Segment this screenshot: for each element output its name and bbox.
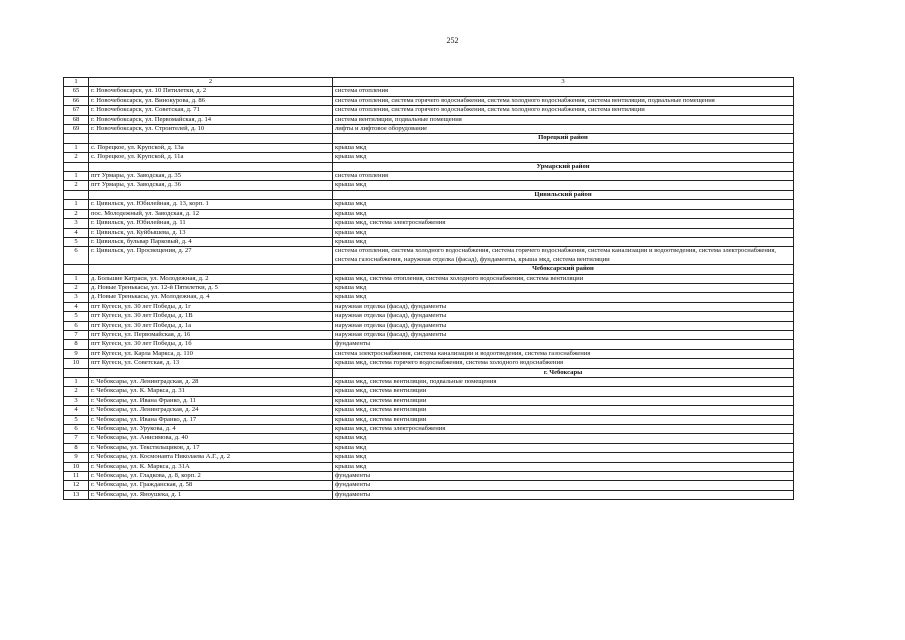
section-title: Цивильский район — [333, 190, 794, 199]
row-works: крыша мкд, система вентиляции — [333, 387, 794, 396]
row-works: крыша мкд, система горячего водоснабжения, система холодного водоснабжения — [333, 359, 794, 368]
row-number: 1 — [64, 172, 89, 181]
row-number: 4 — [64, 228, 89, 237]
page-number: 252 — [446, 36, 459, 45]
row-works: крыша мкд — [333, 143, 794, 152]
table-row — [64, 283, 794, 292]
table-row — [64, 125, 794, 134]
section-blank-cell — [89, 190, 333, 199]
row-number: 5 — [64, 237, 89, 246]
table-row — [64, 293, 794, 302]
row-works: система отопления, система горячего водоснабжения, система холодного водоснабжения, система вентиляции — [333, 106, 794, 115]
row-address: д. Новые Тренькасы, ул. Молодежная, д. 4 — [89, 293, 333, 302]
section-title: Урмарский район — [333, 162, 794, 171]
table-row — [64, 396, 794, 405]
table-row — [64, 415, 794, 424]
table-row — [64, 153, 794, 162]
row-works: крыша мкд — [333, 434, 794, 443]
section-blank-cell — [64, 265, 89, 274]
row-number: 2 — [64, 181, 89, 190]
row-works: крыша мкд — [333, 228, 794, 237]
row-works: наружная отделка (фасад), фундаменты — [333, 321, 794, 330]
table-row — [64, 406, 794, 415]
row-works: крыша мкд, система отопления, система холодного водоснабжения, система вентиляции — [333, 274, 794, 283]
section-blank-cell — [89, 265, 333, 274]
section-blank-cell — [89, 368, 333, 377]
row-number: 4 — [64, 302, 89, 311]
table-row — [64, 387, 794, 396]
table-row — [64, 434, 794, 443]
row-works: крыша мкд, система электроснабжения — [333, 219, 794, 228]
row-address: г. Чебоксары, ул. Урукова, д. 4 — [89, 425, 333, 434]
row-number: 12 — [64, 481, 89, 490]
header-col-address: 2 — [89, 78, 333, 87]
row-number: 1 — [64, 143, 89, 152]
row-address: пгт Кугеси, ул. Карла Маркса, д. 110 — [89, 349, 333, 358]
row-address: пос. Молодежный, ул. Заводская, д. 12 — [89, 209, 333, 218]
table-row — [64, 378, 794, 387]
row-works: крыша мкд — [333, 153, 794, 162]
row-number: 66 — [64, 96, 89, 105]
row-address: г. Новочебоксарск, ул. 10 Пятилетки, д. 2 — [89, 87, 333, 96]
table-row — [64, 312, 794, 321]
section-header-row — [64, 190, 794, 199]
table-row — [64, 349, 794, 358]
row-works: лифты и лифтовое оборудование — [333, 125, 794, 134]
row-address: г. Цивильск, ул. Юбилейная, д. 11 — [89, 219, 333, 228]
row-works: наружная отделка (фасад), фундаменты — [333, 330, 794, 339]
row-number: 6 — [64, 425, 89, 434]
row-number: 7 — [64, 330, 89, 339]
row-address: пгт Урмары, ул. Заводская, д. 36 — [89, 181, 333, 190]
table-row — [64, 237, 794, 246]
row-works: система отопления, система холодного водоснабжения, система горячего водоснабжения, система канализации и водоотведения, система электроснабжения, система газоснабжения, наружная отделка (фасад), фундаменты, крыша мкд, система вентиляции — [333, 247, 794, 265]
section-title: Чебоксарский район — [333, 265, 794, 274]
row-address: г. Чебоксары, ул. К. Маркса, д. 31А — [89, 462, 333, 471]
table-row — [64, 462, 794, 471]
row-number: 3 — [64, 293, 89, 302]
row-address: г. Чебоксары, ул. Ленинградская, д. 24 — [89, 406, 333, 415]
row-works: крыша мкд — [333, 462, 794, 471]
table-row — [64, 453, 794, 462]
row-works: крыша мкд — [333, 293, 794, 302]
section-blank-cell — [64, 368, 89, 377]
row-works: наружная отделка (фасад), фундаменты — [333, 312, 794, 321]
header-col-number: 1 — [64, 78, 89, 87]
table-row — [64, 490, 794, 499]
table-row — [64, 425, 794, 434]
row-works: система вентиляции, подвальные помещения — [333, 115, 794, 124]
row-works: крыша мкд — [333, 283, 794, 292]
table-row — [64, 340, 794, 349]
row-address: г. Чебоксары, ул. Ленинградская, д. 28 — [89, 378, 333, 387]
row-works: фундаменты — [333, 481, 794, 490]
row-works: крыша мкд, система вентиляции — [333, 396, 794, 405]
row-number: 9 — [64, 349, 89, 358]
table-row — [64, 247, 794, 265]
row-works: крыша мкд, система вентиляции — [333, 415, 794, 424]
row-number: 4 — [64, 406, 89, 415]
table-row — [64, 106, 794, 115]
table-row — [64, 443, 794, 452]
row-number: 68 — [64, 115, 89, 124]
row-number: 2 — [64, 153, 89, 162]
row-works: система отопления, система горячего водоснабжения, система холодного водоснабжения, система вентиляции, подвальные помещения — [333, 96, 794, 105]
row-address: г. Новочебоксарск, ул. Винокурова, д. 86 — [89, 96, 333, 105]
row-number: 6 — [64, 247, 89, 265]
row-number: 7 — [64, 434, 89, 443]
section-blank-cell — [64, 134, 89, 143]
table-row — [64, 172, 794, 181]
row-number: 65 — [64, 87, 89, 96]
row-works: крыша мкд — [333, 453, 794, 462]
row-address: с. Порецкое, ул. Крупской, д. 11а — [89, 153, 333, 162]
row-number: 11 — [64, 472, 89, 481]
row-address: д. Большие Катраси, ул. Молодежная, д. 2 — [89, 274, 333, 283]
row-number: 10 — [64, 359, 89, 368]
row-number: 2 — [64, 209, 89, 218]
row-number: 13 — [64, 490, 89, 499]
row-works: крыша мкд, система электроснабжения — [333, 425, 794, 434]
row-address: г. Чебоксары, ул. Гражданская, д. 58 — [89, 481, 333, 490]
row-number: 1 — [64, 378, 89, 387]
row-address: пгт Кугеси, ул. 30 лет Победы, д. 1а — [89, 321, 333, 330]
row-address: пгт Кугеси, ул. 30 лет Победы, д. 1б — [89, 340, 333, 349]
row-works: система электроснабжения, система канализации и водоотведения, система газоснабжения — [333, 349, 794, 358]
row-works: фундаменты — [333, 490, 794, 499]
row-number: 3 — [64, 219, 89, 228]
row-address: пгт Кугеси, ул. 30 лет Победы, д. 1г — [89, 302, 333, 311]
section-blank-cell — [64, 190, 89, 199]
row-address: г. Новочебоксарск, ул. Советская, д. 71 — [89, 106, 333, 115]
row-address: г. Чебоксары, ул. К. Маркса, д. 31 — [89, 387, 333, 396]
table-row — [64, 219, 794, 228]
row-number: 2 — [64, 387, 89, 396]
section-title: г. Чебоксары — [333, 368, 794, 377]
table-row — [64, 472, 794, 481]
section-header-row — [64, 265, 794, 274]
table-row — [64, 96, 794, 105]
section-header-row — [64, 134, 794, 143]
table-row — [64, 181, 794, 190]
row-works: крыша мкд — [333, 181, 794, 190]
row-works: система отопления — [333, 87, 794, 96]
section-header-row — [64, 162, 794, 171]
row-number: 10 — [64, 462, 89, 471]
row-address: пгт Кугеси, ул. 30 лет Победы, д. 1В — [89, 312, 333, 321]
row-works: фундаменты — [333, 472, 794, 481]
row-address: г. Чебоксары, ул. Ивана Франко, д. 11 — [89, 396, 333, 405]
row-works: наружная отделка (фасад), фундаменты — [333, 302, 794, 311]
table-row — [64, 87, 794, 96]
row-works: крыша мкд — [333, 443, 794, 452]
table-row — [64, 321, 794, 330]
row-address: г. Цивильск, ул. Куйбышева, д. 13 — [89, 228, 333, 237]
header-col-works: 3 — [333, 78, 794, 87]
row-number: 69 — [64, 125, 89, 134]
row-address: г. Новочебоксарск, ул. Первомайская, д. 14 — [89, 115, 333, 124]
row-works: крыша мкд — [333, 237, 794, 246]
row-number: 67 — [64, 106, 89, 115]
section-blank-cell — [89, 162, 333, 171]
row-works: крыша мкд, система вентиляции — [333, 406, 794, 415]
row-number: 2 — [64, 283, 89, 292]
row-address: пгт Урмары, ул. Заводская, д. 35 — [89, 172, 333, 181]
section-blank-cell — [89, 134, 333, 143]
row-number: 1 — [64, 200, 89, 209]
section-title: Порецкий район — [333, 134, 794, 143]
row-number: 5 — [64, 312, 89, 321]
works-table — [63, 77, 794, 500]
row-works: система отопления — [333, 172, 794, 181]
row-number: 3 — [64, 396, 89, 405]
row-address: г. Чебоксары, ул. Анисимова, д. 40 — [89, 434, 333, 443]
row-address: г. Чебоксары, ул. Гладкова, д. 8, корп. 2 — [89, 472, 333, 481]
section-header-row — [64, 368, 794, 377]
row-works: фундаменты — [333, 340, 794, 349]
row-address: г. Цивильск, бульвар Парковый, д. 4 — [89, 237, 333, 246]
row-address: г. Чебоксары, ул. Текстильщиков, д. 17 — [89, 443, 333, 452]
row-address: г. Цивильск, ул. Юбилейная, д. 13, корп. 1 — [89, 200, 333, 209]
row-address: пгт Кугеси, ул. Советская, д. 13 — [89, 359, 333, 368]
row-address: г. Чебоксары, ул. Яноушека, д. 1 — [89, 490, 333, 499]
table-row — [64, 274, 794, 283]
row-number: 8 — [64, 340, 89, 349]
row-works: крыша мкд, система вентиляции, подвальные помещения — [333, 378, 794, 387]
row-address: г. Цивильск, ул. Просвещения, д. 27 — [89, 247, 333, 265]
section-blank-cell — [64, 162, 89, 171]
table-row — [64, 330, 794, 339]
row-number: 1 — [64, 274, 89, 283]
table-row — [64, 115, 794, 124]
row-number: 8 — [64, 443, 89, 452]
table-row — [64, 228, 794, 237]
table-header-row — [64, 78, 794, 87]
row-number: 6 — [64, 321, 89, 330]
table-row — [64, 302, 794, 311]
row-address: с. Порецкое, ул. Крупской, д. 13а — [89, 143, 333, 152]
table-row — [64, 200, 794, 209]
table-row — [64, 359, 794, 368]
row-number: 9 — [64, 453, 89, 462]
row-number: 5 — [64, 415, 89, 424]
table-row — [64, 143, 794, 152]
row-address: г. Чебоксары, ул. Ивана Франко, д. 17 — [89, 415, 333, 424]
row-works: крыша мкд — [333, 209, 794, 218]
row-works: крыша мкд — [333, 200, 794, 209]
row-address: г. Чебоксары, ул. Космонавта Николаева А.Г., д. 2 — [89, 453, 333, 462]
table-row — [64, 481, 794, 490]
row-address: пгт Кугеси, ул. Первомайская, д. 16 — [89, 330, 333, 339]
table-body — [64, 78, 794, 500]
row-address: г. Новочебоксарск, ул. Строителей, д. 10 — [89, 125, 333, 134]
table-row — [64, 209, 794, 218]
row-address: д. Новые Тренькасы, ул. 12-й Пятилетки, д. 5 — [89, 283, 333, 292]
